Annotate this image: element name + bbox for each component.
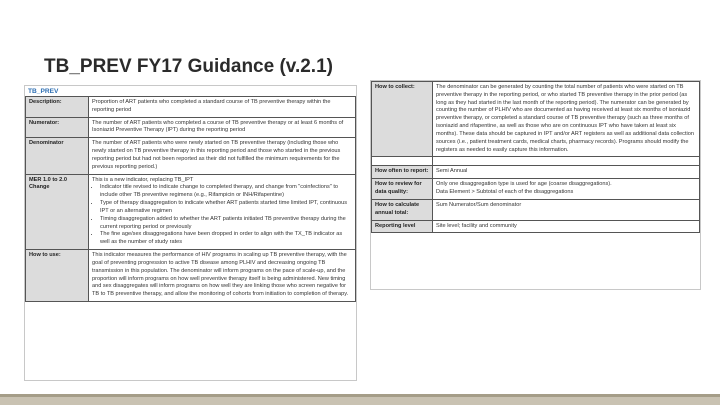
list-item: • Type of therapy disaggregation to indicate whether ART patients started time limited IPT, continuous IPT or an alternative regimen [100,200,352,216]
mer-intro: This is a new indicator, replacing TB_IPT [92,176,194,183]
footer-bar [0,394,720,405]
table-row [372,220,700,233]
how-to-use-text: This indicator measures the performance of HIV programs in scaling up TB preventive therapy, with the goal of preventing progression to active TB disease among PLHIV and decreasing ongoing TB transmission in this population. The denominator will inform programs on the pace of scale-up, and the proportion will inform programs on how well preventive therapy itself is being administered. New timing and sex disaggregates will inform programs on how well they are linking those who screen negative for TB to TB preventive therapy, and allow the monitoring of cohorts from initiation to completion of therapy. [89,250,356,302]
mer-change-label [26,174,89,249]
list-item: • Timing disaggregation added to whether the ART patients initiated TB preventive therapy during the current reporting period or previously [100,216,352,232]
how-to-collect-text: The denominator can be generated by counting the total number of patients who were started on TB preventive therapy in the reporting period, or who started TB preventive therapy in the prior period (as long as they had started in the last month of the reporting period). The numerator can be generated by counting the number of PLHIV who are documented as having received at least six months of isoniazid preventive therapy, or completed a standard course of TB preventive therapy (such as three months of isoniazid and rifapentine, as well as those who are on continuous IPT who have taken at least six months). These data should be captured in IPT and/or ART registers as well as additional data collection sources (i.e., patient treatment cards, medical charts, pharmacy records). Programs should modify the registers as needed to easily capture this information. [433,82,700,157]
denominator-text: The number of ART patients who were newly started on TB preventive therapy (including those who newly started on TB preventive therapy in this reporting period and those who started in the previous reporting period but had not been reported as their did not fulfilled the minimum requirements for the previous reporting period.) [89,138,356,174]
numerator-text: The number of ART patients who completed a course of TB preventive therapy or at least 6 months of Isoniazid Preventive Therapy (IPT) during the reporting period [89,117,356,138]
description-label: Description: [26,97,89,118]
indicator-table [25,96,356,302]
table-row [26,97,356,118]
table-spacer-row [372,157,700,166]
page-title: TB_PREV FY17 Guidance (v.2.1) [44,56,333,77]
indicator-reference-sheet-right [371,81,700,289]
how-often-text: Semi Annual [433,166,700,179]
numerator-label: Numerator: [26,117,89,138]
mer-bullet-list [92,184,352,247]
collection-table [371,81,700,233]
data-quality-label: How to review for data quality: [372,179,433,200]
data-quality-line-1: Only one disaggregation type is used for age (coarse disaggregations). [436,181,612,188]
reporting-level-text: Site level; facility and community [433,220,700,233]
list-item: • Indicator title revised to indicate change to completed therapy, and change from "coinfections" to include other TB preventive regimens (e.g., Rifampicin or INH/Rifapentine) [100,184,352,200]
table-row [26,138,356,174]
data-quality-line-2: Data Element > Subtotal of each of the disaggregations [436,189,574,196]
table-row [372,82,700,157]
how-to-use-label: How to use: [26,250,89,302]
annual-total-label: How to calculate annual total: [372,199,433,220]
reporting-level-label: Reporting level [372,220,433,233]
indicator-reference-sheet-left [25,86,356,380]
spacer-cell [372,157,433,166]
spacer-cell [433,157,700,166]
how-to-collect-label: How to collect: [372,82,433,157]
table-row [372,199,700,220]
table-row [26,117,356,138]
table-row [26,174,356,249]
denominator-label: Denominator [26,138,89,174]
footer-stripe [0,394,720,397]
data-quality-text [433,179,700,200]
list-item: • The fine age/sex disaggregations have been dropped in order to align with the TX_TB indicator as well as the number of study rates [100,231,352,247]
table-row [372,179,700,200]
description-text: Proportion of ART patients who completed a standard course of TB preventive therapy within the reporting period [89,97,356,118]
indicator-heading: TB_PREV [28,88,59,95]
table-row [26,250,356,302]
annual-total-text: Sum Numerator/Sum denominator [433,199,700,220]
mer-label: MER 1.0 to 2.0 [29,176,67,183]
how-often-label: How often to report: [372,166,433,179]
mer-change-text [89,174,356,249]
mer-sublabel: Change [29,184,50,191]
table-row [372,166,700,179]
